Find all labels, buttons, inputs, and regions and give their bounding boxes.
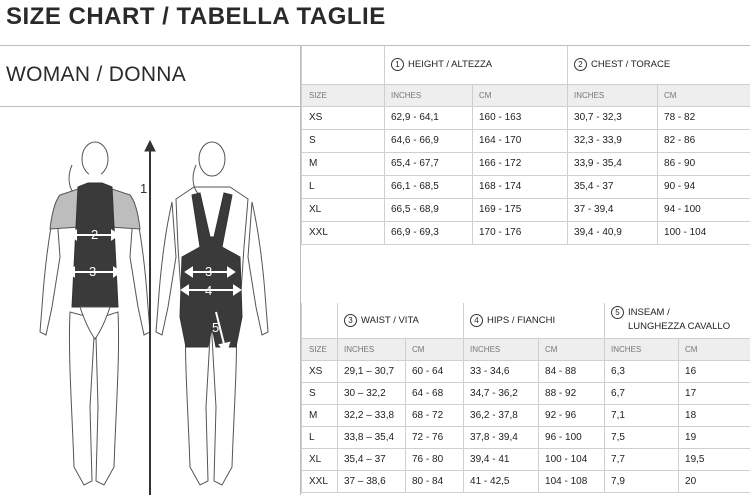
unit-header: INCHES bbox=[605, 338, 679, 360]
unit-header: INCHES bbox=[568, 84, 658, 106]
waist-label: 3 bbox=[89, 264, 97, 279]
size-header: SIZE bbox=[302, 84, 385, 106]
measure-header-inseam: 5 INSEAM / LUNGHEZZA CAVALLO bbox=[605, 303, 750, 338]
measure-header-hips: 4 HIPS / FIANCHI bbox=[464, 303, 605, 338]
table-row: L 33,8 – 35,4 72 - 76 37,8 - 39,4 96 - 100 7,5 19 bbox=[302, 426, 750, 448]
unit-header: CM bbox=[658, 84, 750, 106]
page-title: SIZE CHART / TABELLA TAGLIE bbox=[6, 3, 386, 30]
height-label: 1 bbox=[140, 181, 148, 196]
front-jersey bbox=[72, 183, 118, 307]
table-row: S 64,6 - 66,9 164 - 170 32,3 - 33,9 82 - 86 bbox=[302, 129, 750, 152]
unit-header: CM bbox=[679, 338, 750, 360]
measure-header-waist: 3 WAIST / VITA bbox=[338, 303, 464, 338]
unit-header: CM bbox=[539, 338, 605, 360]
table-row: M 32,2 – 33,8 68 - 72 36,2 - 37,8 92 - 96 7,1 18 bbox=[302, 404, 750, 426]
back-waist-label: 3 bbox=[205, 264, 213, 279]
table-row: XXL 66,9 - 69,3 170 - 176 39,4 - 40,9 100 - 104 bbox=[302, 221, 750, 244]
size-table-height-chest bbox=[301, 46, 750, 245]
table-row: L 66,1 - 68,5 168 - 174 35,4 - 37 90 - 94 bbox=[302, 175, 750, 198]
unit-header: INCHES bbox=[464, 338, 539, 360]
unit-header: CM bbox=[406, 338, 464, 360]
table-row: XS 62,9 - 64,1 160 - 163 30,7 - 32,3 78 - 82 bbox=[302, 106, 750, 129]
size-header: SIZE bbox=[302, 338, 338, 360]
unit-header: CM bbox=[473, 84, 568, 106]
section-title: WOMAN / DONNA bbox=[6, 63, 187, 86]
table-row: XXL 37 – 38,6 80 - 84 41 - 42,5 104 - 108 7,9 20 bbox=[302, 470, 750, 492]
unit-header: INCHES bbox=[338, 338, 406, 360]
back-hips-label: 4 bbox=[205, 283, 213, 298]
chest-label: 2 bbox=[91, 227, 99, 242]
size-table-waist-hips-inseam bbox=[301, 303, 750, 493]
unit-header: INCHES bbox=[385, 84, 473, 106]
measure-header-chest: 2 CHEST / TORACE bbox=[568, 46, 750, 84]
table-row: XL 66,5 - 68,9 169 - 175 37 - 39,4 94 - 100 bbox=[302, 198, 750, 221]
table-row: XS 29,1 – 30,7 60 - 64 33 - 34,6 84 - 88 6,3 16 bbox=[302, 360, 750, 382]
table-row: S 30 – 32,2 64 - 68 34,7 - 36,2 88 - 92 6,7 17 bbox=[302, 382, 750, 404]
table-row: XL 35,4 – 37 76 - 80 39,4 - 41 100 - 104 7,7 19,5 bbox=[302, 448, 750, 470]
table-row: M 65,4 - 67,7 166 - 172 33,9 - 35,4 86 - 90 bbox=[302, 152, 750, 175]
measure-header-height: 1 HEIGHT / ALTEZZA bbox=[385, 46, 568, 84]
inseam-label: 5 bbox=[212, 320, 220, 335]
front-jersey-sleeves bbox=[50, 189, 80, 229]
size-illustration bbox=[0, 107, 300, 495]
